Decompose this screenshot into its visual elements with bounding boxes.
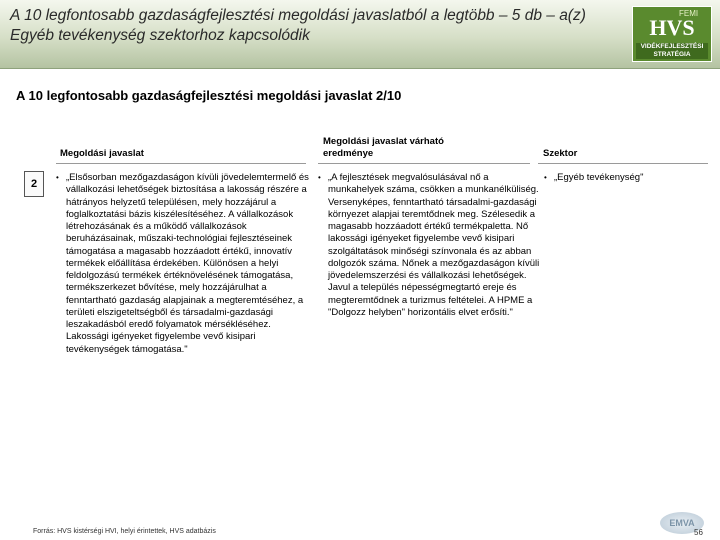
logo-sub-text: VIDÉKFEJLESZTÉSI STRATÉGIA (636, 43, 708, 59)
header-title: A 10 legfontosabb gazdaságfejlesztési megoldási javaslatból a legtöbb – 5 db – a(z) Egyéb tevékenység szektorhoz kapcsolódik (10, 7, 586, 44)
divider-sector (538, 163, 708, 164)
result-text: „A fejlesztések megvalósulásával nő a munkahelyek száma, csökken a munkanélküliség. Versenyképes, fenntartható társadalmi-gazdasági környezet alapjai teremtődnek meg. Szélesedik a magasabb hozzáadott értékű termékpaletta. Nő lakossági igényeket figyelembe vevő kisipari szolgáltatások minőségi színvonala és az abban dolgozók száma. Nőnek a mezőgazdaságon kívüli jövedelemszerzési és vállalkozási lehetőségek. Javul a település népességmegtartó ereje és megteremtődnek a turizmus feltételei. A HPME a "Dolgozz helyben" horizontális elvet erősíti." (328, 172, 540, 318)
column-header-solution: Megoldási javaslat (60, 148, 144, 159)
hvs-logo (632, 6, 712, 62)
logo-main-text: HVS (649, 15, 695, 40)
source-note: Forrás: HVS kistérségi HVI, helyi érintettek, HVS adatbázis (33, 528, 216, 535)
divider-solution (56, 163, 306, 164)
bullet-icon: • (318, 173, 321, 182)
row-number: 2 (24, 171, 44, 197)
sector-cell (544, 172, 714, 184)
column-header-sector: Szektor (543, 148, 578, 159)
section-title: A 10 legfontosabb gazdaságfejlesztési megoldási javaslat 2/10 (16, 88, 402, 103)
emva-logo: EMVA (660, 512, 704, 534)
bullet-icon: • (544, 173, 547, 182)
header-banner (0, 0, 720, 69)
bullet-icon: • (56, 173, 59, 182)
sector-text: „Egyéb tevékenység" (554, 172, 644, 183)
solution-cell (56, 172, 312, 356)
logo-tag: FEMI (679, 9, 699, 18)
column-header-result: Megoldási javaslat várható eredménye (323, 136, 444, 159)
divider-result (318, 163, 530, 164)
solution-text: „Elsősorban mezőgazdaságon kívüli jövedelemtermelő és vállalkozási lehetőségek biztosítása a lakosság részére a hátrányos helyzetű településen, mely hozzájárul a foglalkoztatási bázis kiszélesítéséhez. A vállalkozások létrehozásának és a működő vállalkozások beruházásainak, műszaki-technológiai fejlesztéseinek támogatása a magasabb hozzáadott értékű, innovatív termékek előállítása érdekében. Különösen a helyi feldolgozású termékek értéknövelésének támogatása, termékszerkezet bővítése, mely hozzájárulhat a fenntartható gazdaság alapjainak a megteremtéséhez, a területi elszigeteltségből és társadalmi-gazdasági leszakadásból eredő folyamatok mérsékléséhez. Lakossági igényeket figyelembe vevő kisipari tevékenységek támogatása." (66, 172, 309, 355)
page-number: 56 (694, 528, 703, 537)
result-cell (318, 172, 544, 319)
